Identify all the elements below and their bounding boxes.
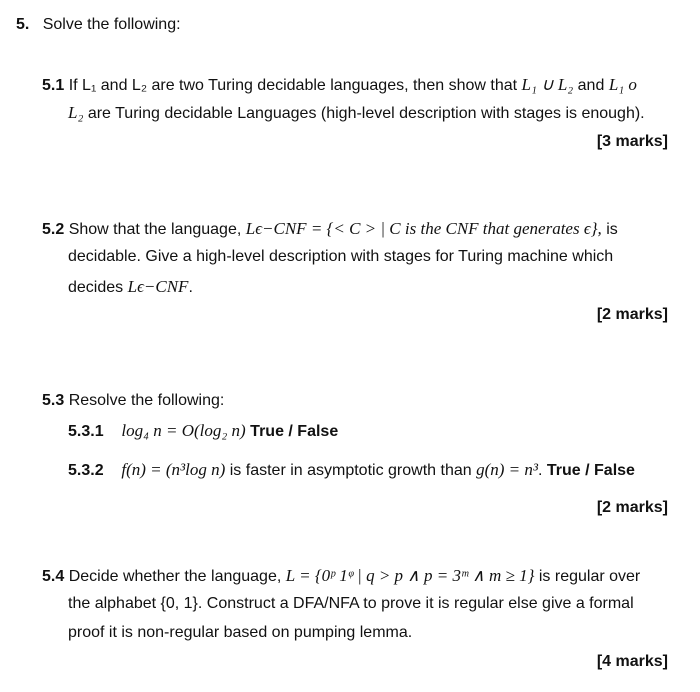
q52-line1-text: Show that the language,: [68, 221, 242, 238]
question-5-header: [16, 16, 181, 34]
q53-marks: [2 marks]: [596, 499, 668, 516]
q54-marks: [4 marks]: [596, 653, 668, 670]
q54-line1-text: Decide whether the language,: [68, 568, 282, 585]
q51-concat-expr-1: L₁ o: [608, 75, 637, 94]
q532-middle-text: is faster in asymptotic growth than: [229, 462, 472, 479]
q54-line1-post: is regular over: [538, 568, 641, 585]
q53-number: 5.3: [42, 392, 65, 409]
q54-number: 5.4: [42, 568, 65, 585]
q54-line-3: proof it is non-regular based on pumping lemma.: [68, 624, 413, 641]
q54-language-definition: L = {0ᵖ 1ᵠ | q > p ∧ p = 3ᵐ ∧ m ≥ 1}: [285, 566, 535, 585]
q531-expression: log₄ n = O(log₂ n): [121, 421, 246, 440]
q51-marks: [3 marks]: [596, 133, 668, 150]
q54-line-2: the alphabet {0, 1}. Construct a DFA/NFA to prove it is regular else give a formal: [68, 595, 634, 612]
q531-answer-choices: True / False: [250, 423, 339, 440]
q532-line: 5.3.2 f(n) = (n³log n) is faster in asymptotic growth than g(n) = n³. True / False: [68, 460, 635, 479]
q532-number: 5.3.2: [68, 462, 104, 479]
question-number: 5.: [16, 16, 30, 33]
q52-language-symbol: Lϵ−CNF: [127, 277, 189, 296]
q53-line-1: [42, 392, 224, 410]
q51-union-expr: L₁ ∪ L₂: [521, 75, 574, 94]
q52-line3-text: decides: [68, 279, 124, 296]
q531-number: 5.3.1: [68, 423, 104, 440]
q53-intro: Resolve the following:: [68, 392, 225, 409]
q532-answer-choices: True / False: [546, 462, 635, 479]
q51-and: and: [577, 77, 605, 94]
q52-line-2: decidable. Give a high-level description with stages for Turing machine which: [68, 248, 614, 265]
question-title: Solve the following:: [42, 16, 181, 33]
q52-line-1: [42, 219, 618, 239]
q531-line: [68, 421, 338, 441]
q54-line-1: [42, 566, 640, 586]
q52-number: 5.2: [42, 221, 65, 238]
q51-line-2: [68, 103, 645, 123]
q51-line1-text: If L₁ and L₂ are two Turing decidable languages, then show that: [68, 77, 518, 94]
q52-is: is: [606, 221, 618, 238]
q51-line-1: [42, 75, 637, 95]
q532-expression-g: g(n) = n³: [476, 460, 538, 479]
q52-language-definition: Lϵ−CNF = {< C > | C is the CNF that generates ϵ},: [245, 219, 602, 238]
q51-line2-text: are Turing decidable Languages (high-level description with stages is enough).: [87, 105, 645, 122]
q52-marks: [2 marks]: [596, 306, 668, 323]
q52-line-3: decides Lϵ−CNF.: [68, 277, 193, 296]
q532-expression-f: f(n) = (n³log n): [121, 460, 226, 479]
q51-concat-expr-2: L₂: [68, 103, 84, 122]
q51-number: 5.1: [42, 77, 65, 94]
